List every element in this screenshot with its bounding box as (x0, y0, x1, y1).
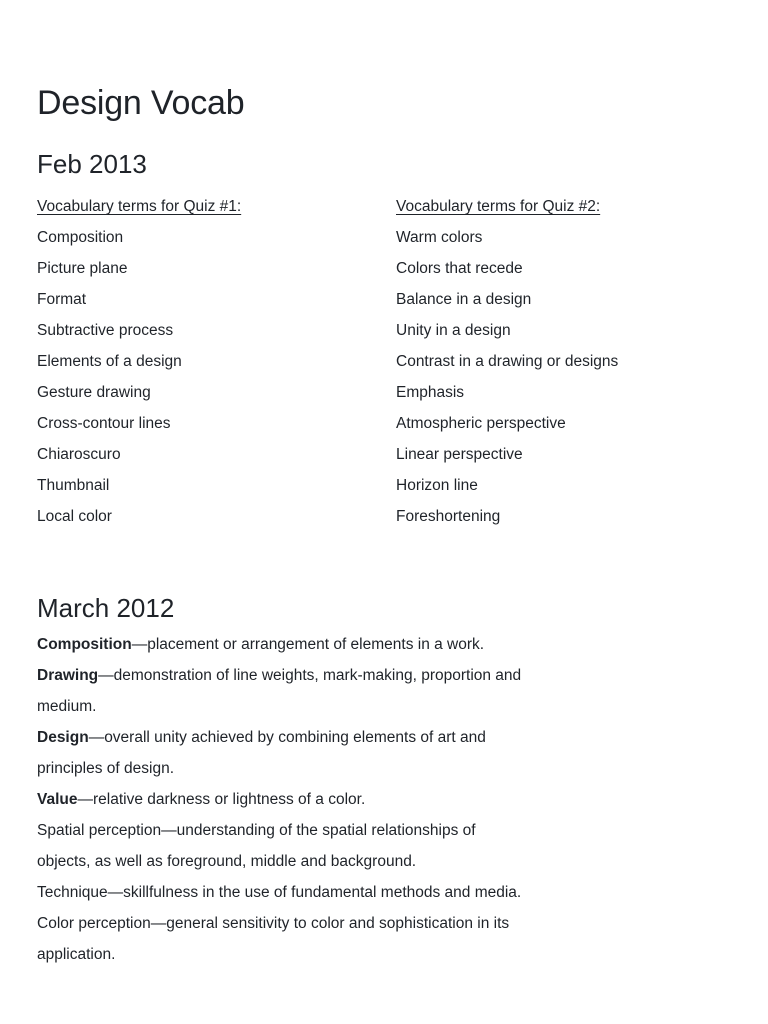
definition-line (37, 725, 597, 756)
quiz-1-term: Thumbnail (37, 477, 110, 494)
document-title: Design Vocab (37, 84, 245, 122)
definition-line (37, 663, 597, 694)
quiz-2-term: Unity in a design (396, 322, 511, 339)
quiz-2-term: Linear perspective (396, 446, 523, 463)
definition-line (37, 632, 597, 663)
quiz-1-term: Local color (37, 508, 112, 525)
quiz-2-term: Foreshortening (396, 508, 501, 525)
quiz-2-term: Colors that recede (396, 260, 523, 277)
quiz-1-term: Gesture drawing (37, 384, 151, 401)
definitions-list (37, 632, 597, 973)
quiz-1-term: Chiaroscuro (37, 446, 121, 463)
quiz-1-term: Cross-contour lines (37, 415, 171, 432)
definition-line (37, 849, 597, 880)
quiz-2-header (396, 195, 618, 226)
quiz-2-term: Atmospheric perspective (396, 415, 566, 432)
quiz-2-term: Emphasis (396, 384, 465, 401)
quiz-1-term: Elements of a design (37, 353, 182, 370)
quiz-2-term: Contrast in a drawing or designs (396, 353, 619, 370)
definition-text: Spatial perception—understanding of the spatial relationships of (37, 822, 476, 839)
quiz-2-term: Horizon line (396, 477, 478, 494)
section-heading-feb-2013: Feb 2013 (37, 149, 147, 179)
quiz-2-header-text: Vocabulary terms for Quiz #2: (396, 198, 601, 215)
definition-line (37, 756, 597, 787)
quiz-2-term: Warm colors (396, 229, 483, 246)
definition-line (37, 880, 597, 911)
definition-line (37, 911, 597, 942)
definition-text: medium. (37, 698, 97, 715)
section-heading-march-2012: March 2012 (37, 593, 175, 623)
quiz-1-term: Format (37, 291, 87, 308)
definition-term: Value (37, 791, 78, 808)
definition-term: Drawing (37, 667, 99, 684)
definition-line (37, 818, 597, 849)
definition-term: Composition (37, 636, 132, 653)
quiz-2-term: Balance in a design (396, 291, 532, 308)
quiz-1-header-text: Vocabulary terms for Quiz #1: (37, 198, 242, 215)
definition-line (37, 942, 597, 973)
definition-text: —demonstration of line weights, mark-making, proportion and (98, 667, 522, 684)
quiz-1-term: Composition (37, 229, 124, 246)
quiz-2-term-list (396, 195, 618, 536)
definition-text: Color perception—general sensitivity to color and sophistication in its (37, 915, 510, 932)
definition-text: application. (37, 946, 116, 963)
definition-text: —placement or arrangement of elements in a work. (131, 636, 485, 653)
quiz-1-term: Picture plane (37, 260, 128, 277)
definition-text: principles of design. (37, 760, 174, 777)
quiz-1-term-list (37, 195, 241, 536)
definition-line (37, 694, 597, 725)
definition-text: objects, as well as foreground, middle and background. (37, 853, 417, 870)
definition-term: Design (37, 729, 89, 746)
definition-line (37, 787, 597, 818)
definition-text: Technique—skillfulness in the use of fundamental methods and media. (37, 884, 522, 901)
definition-text: —relative darkness or lightness of a color. (77, 791, 366, 808)
quiz-1-header (37, 195, 241, 226)
quiz-1-term: Subtractive process (37, 322, 174, 339)
definition-text: —overall unity achieved by combining elements of art and (88, 729, 486, 746)
